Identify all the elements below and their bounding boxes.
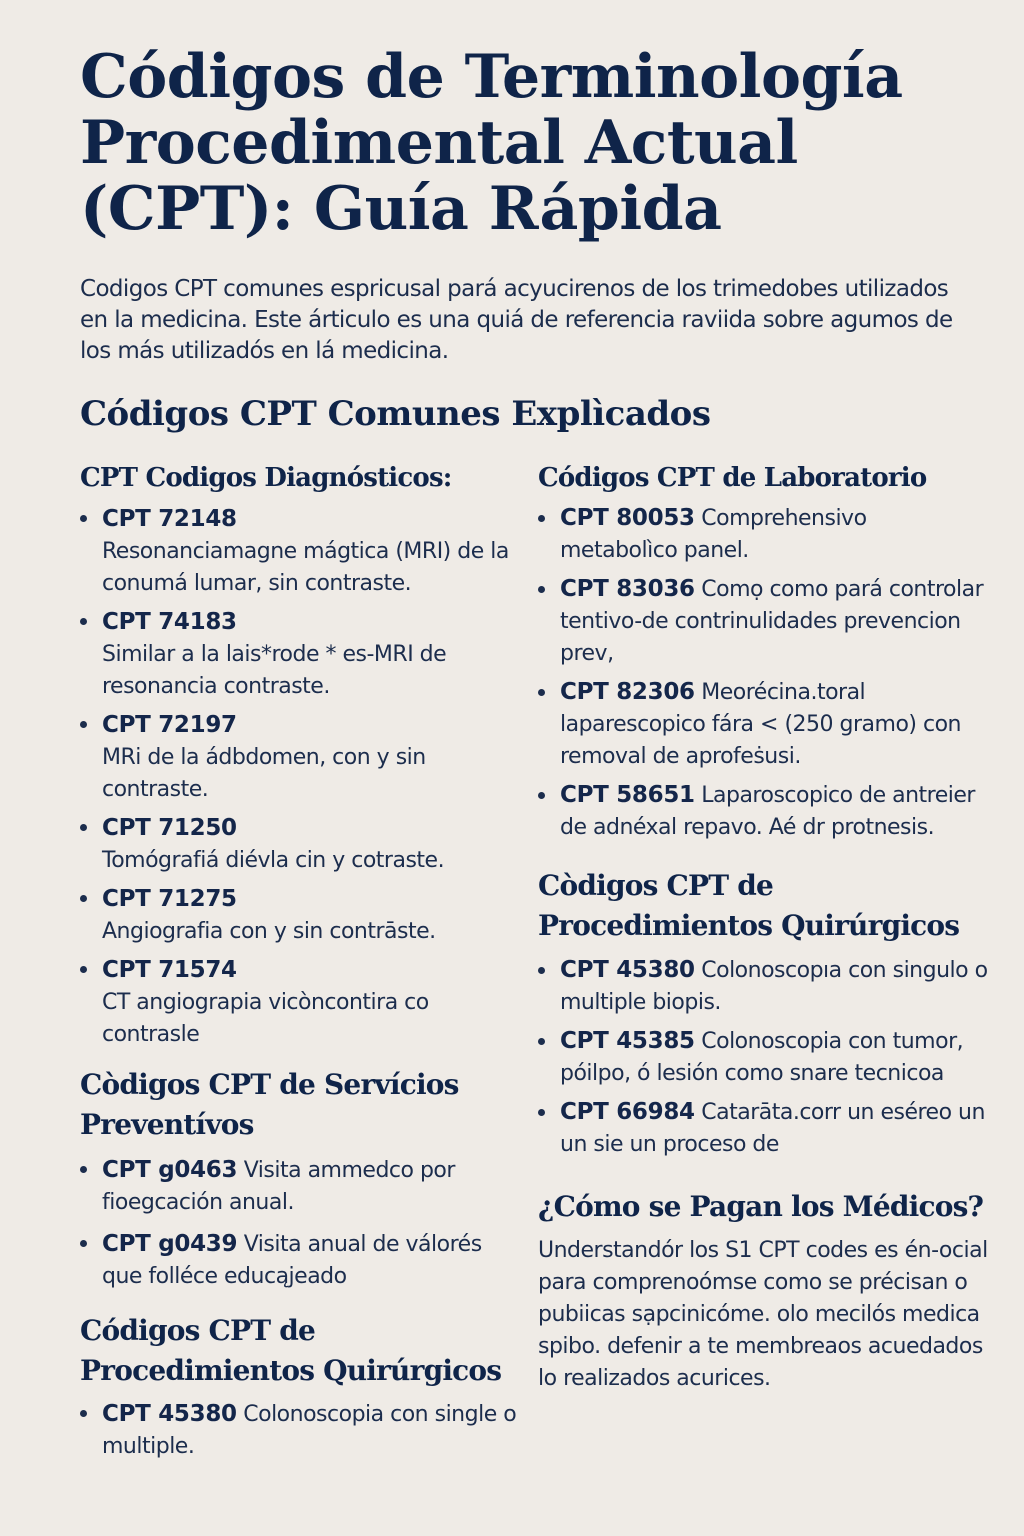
cpt-code: CPT 72148 bbox=[102, 506, 237, 532]
cpt-description: Comprehensivo metabolìco panel. bbox=[560, 506, 867, 563]
list-item bbox=[80, 1153, 520, 1219]
cpt-description: Colonoscopıa con singulo o multiple biopis. bbox=[560, 958, 988, 1015]
list-item bbox=[80, 708, 520, 806]
list-item bbox=[538, 954, 988, 1019]
cpt-description: Tomógrafiá diévla cin y cotraste. bbox=[102, 848, 445, 873]
list-item bbox=[80, 953, 520, 1051]
page-title: Códigos de Terminología Procedimental Actual (CPT): Guía Rápida bbox=[80, 42, 903, 244]
cpt-description: Laparoscopico de antreier de adnéxal repavo. Aé dr protnesis. bbox=[560, 783, 975, 840]
cpt-code: CPT 82306 bbox=[560, 679, 695, 705]
diagnostic-list bbox=[80, 502, 520, 1051]
surgical-heading-right: Còdigos CPT de Procedimientos Quirúrgicos bbox=[538, 869, 960, 942]
preventive-heading: Còdigos CPT de Servícios Preventívos bbox=[80, 1068, 459, 1141]
cpt-description: Comọ como pará controlar tentivo-de contrinulidades prevencion prev, bbox=[560, 577, 984, 666]
right-column bbox=[538, 458, 988, 1395]
surgical-list-right bbox=[538, 954, 988, 1161]
list-item bbox=[538, 676, 988, 773]
cpt-description: Meorécina.toral laparescopico fára < (250 gramo) con removal de aprofeṡusi. bbox=[560, 680, 961, 769]
cpt-code: CPT 72197 bbox=[102, 712, 237, 738]
surgical-list-left bbox=[80, 1397, 520, 1463]
cpt-code: CPT g0463 bbox=[102, 1157, 238, 1183]
list-item bbox=[538, 573, 988, 670]
cpt-code: CPT 74183 bbox=[102, 609, 237, 635]
list-item bbox=[538, 502, 988, 567]
cpt-code: CPT 83036 bbox=[560, 576, 695, 602]
list-item bbox=[538, 1025, 988, 1090]
cpt-code: CPT 71574 bbox=[102, 957, 237, 983]
list-item bbox=[538, 779, 988, 844]
left-column bbox=[80, 458, 520, 1463]
cpt-code: CPT 71275 bbox=[102, 886, 237, 912]
cpt-description: Colonoscopia con single o multiple. bbox=[102, 1402, 517, 1459]
cpt-description: Colonoscopia con tumor, póilpo, ó lesión como snare tecnicoa bbox=[560, 1029, 964, 1086]
lab-list bbox=[538, 502, 988, 844]
list-item bbox=[80, 1397, 520, 1463]
payment-text: Understandór los S1 CPT codes es én-ocial para comprenoómse como se précisan o pubiicas sạpcinicóme. olo mecilós medica spibo. defenir a te membreaos acuedados lo realizados acurices. bbox=[538, 1238, 988, 1391]
diagnostic-heading: CPT Codigos Diagnósticos: bbox=[80, 463, 452, 493]
cpt-code: CPT 45385 bbox=[560, 1028, 695, 1054]
cpt-description: Resonanciamagne mágtica (MRI) de la conumá lumar, sin contraste. bbox=[102, 539, 509, 596]
list-item bbox=[80, 605, 520, 703]
cpt-code: CPT 66984 bbox=[560, 1099, 695, 1125]
list-item bbox=[538, 1096, 988, 1161]
payment-heading: ¿Cómo se Pagan los Médicos? bbox=[538, 1190, 984, 1223]
lab-heading: Códigos CPT de Laboratorio bbox=[538, 463, 927, 493]
cpt-description: Angiografia con y sin contrāste. bbox=[102, 919, 436, 944]
cpt-description: MRi de la ádbdomen, con y sin contraste. bbox=[102, 745, 426, 802]
cpt-description: Visita anual de válorés que folléce educąjeado bbox=[102, 1232, 482, 1289]
list-item bbox=[80, 882, 520, 948]
cpt-code: CPT 71250 bbox=[102, 815, 237, 841]
cpt-code: CPT g0439 bbox=[102, 1231, 238, 1257]
cpt-description: Visita ammedco por fioegcación anual. bbox=[102, 1158, 455, 1215]
list-item bbox=[80, 1227, 520, 1293]
cpt-description: CT angiograpia vicòncontira co contrasle bbox=[102, 990, 429, 1047]
list-item bbox=[80, 502, 520, 600]
cpt-code: CPT 45380 bbox=[102, 1401, 237, 1427]
cpt-code: CPT 80053 bbox=[560, 505, 695, 531]
section-title: Códigos CPT Comunes Explìcados bbox=[80, 394, 711, 434]
cpt-code: CPT 45380 bbox=[560, 957, 695, 983]
list-item bbox=[80, 811, 520, 877]
cpt-description: Similar a la lais*rode * es-MRI de resonancia contraste. bbox=[102, 642, 447, 699]
cpt-code: CPT 58651 bbox=[560, 782, 695, 808]
intro-paragraph: Codigos CPT comunes espricusal pará acyucirenos de los trimedobes utilizados en la medicina. Este árticulo es una quiá de referencia raviida sobre agumos de los más utilizadós en lá medicina. bbox=[80, 276, 953, 364]
cpt-description: Catarāta.corr un eséreo un un sie un proceso de bbox=[560, 1100, 985, 1157]
preventive-list bbox=[80, 1153, 520, 1293]
surgical-heading-left: Códigos CPT de Procedimientos Quirúrgicos bbox=[80, 1314, 502, 1387]
